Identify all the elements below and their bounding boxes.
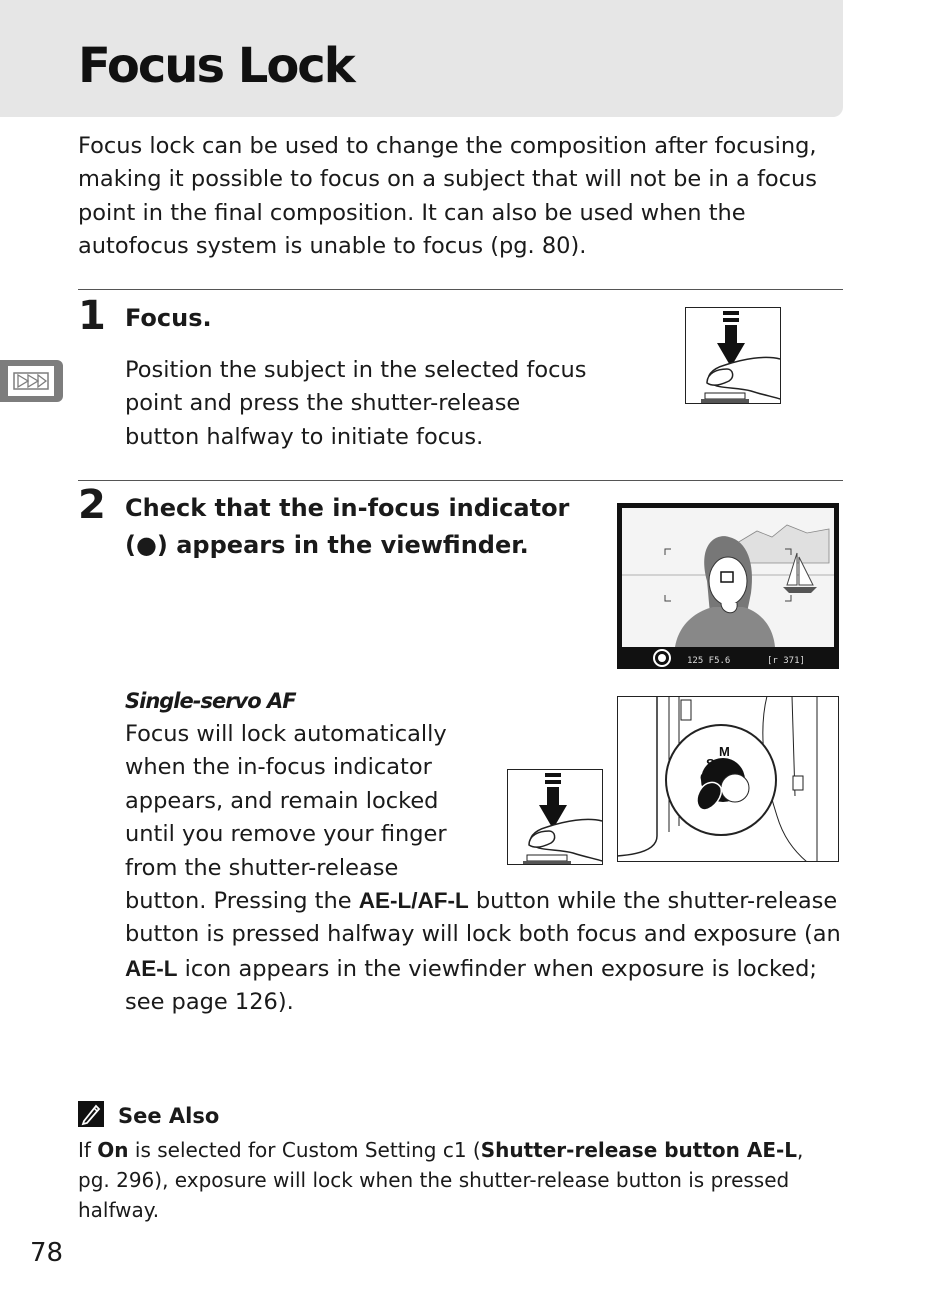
shutter-press-illustration-2 xyxy=(507,769,603,865)
single-servo-body xyxy=(125,718,447,885)
mode-label-c: C xyxy=(700,770,710,785)
single-servo-line: appears, and remain locked xyxy=(125,787,439,814)
viewfinder-section-icon xyxy=(8,366,54,396)
divider-step-2 xyxy=(78,480,843,481)
mode-label-m: M xyxy=(719,744,730,759)
page-title: Focus Lock xyxy=(78,38,354,94)
page-number: 78 xyxy=(30,1238,64,1268)
single-servo-line: until you remove your finger xyxy=(125,821,447,848)
setting-value-on: On xyxy=(97,1138,129,1162)
see-also-body xyxy=(78,1135,838,1225)
section-tab[interactable] xyxy=(0,360,63,402)
step-1-title: Focus. xyxy=(125,304,212,332)
viewfinder-readout-right: [r 371] xyxy=(767,656,805,666)
step-1-line: point and press the shutter-release xyxy=(125,390,521,417)
viewfinder-readout-left: 125 F5.6 xyxy=(687,656,731,666)
focus-mode-selector-illustration xyxy=(617,696,839,862)
subhead-single-servo: Single-servo AF xyxy=(125,689,296,713)
text-run: icon appears in the viewfinder when exposure is locked; see page 126). xyxy=(125,955,817,1016)
divider-step-1 xyxy=(78,289,843,290)
single-servo-line: Focus will lock automatically xyxy=(125,721,447,747)
shutter-press-illustration xyxy=(685,307,781,404)
text-run: button while the shutter-release button is pressed halfway will lock both focus and exposure (an xyxy=(125,888,841,948)
text-run: button. Pressing the xyxy=(125,888,359,914)
step-2-title-line: Check that the in-focus indicator xyxy=(125,494,570,522)
viewfinder-illustration xyxy=(617,503,839,669)
setting-name: Shutter-release button AE-L xyxy=(480,1138,798,1162)
text-run: If xyxy=(78,1138,98,1162)
single-servo-line: when the in-focus indicator xyxy=(125,754,432,781)
step-1-line: button halfway to initiate focus. xyxy=(125,423,484,450)
ae-l-icon-label: AE-L xyxy=(125,955,178,981)
step-2-title xyxy=(125,490,569,564)
pencil-note-icon xyxy=(78,1101,104,1127)
step-1-line: Position the subject in the selected focus xyxy=(125,357,587,383)
ae-l-af-l-button-label: AE-L/AF-L xyxy=(358,888,469,913)
see-also-heading: See Also xyxy=(118,1104,220,1128)
intro-paragraph: Focus lock can be used to change the composition after focusing, making it possible to focus on a subject that will not be in a focus point in the final composition. It can also be used when the autofocus system is unable to focus (pg. 80). xyxy=(78,133,818,260)
ae-lock-paragraph xyxy=(125,884,845,1020)
step-1-body xyxy=(125,354,586,454)
step-2-title-line: (●) appears in the viewfinder. xyxy=(125,531,529,559)
step-2-number: 2 xyxy=(78,482,106,528)
step-1-number: 1 xyxy=(78,293,106,339)
mode-label-s: S xyxy=(706,756,715,771)
text-run: is selected for Custom Setting c1 ( xyxy=(128,1138,481,1162)
text-run: , pg. 296), exposure will lock when the shutter-release button is pressed halfway. xyxy=(78,1138,804,1222)
single-servo-line: from the shutter-release xyxy=(125,854,399,881)
